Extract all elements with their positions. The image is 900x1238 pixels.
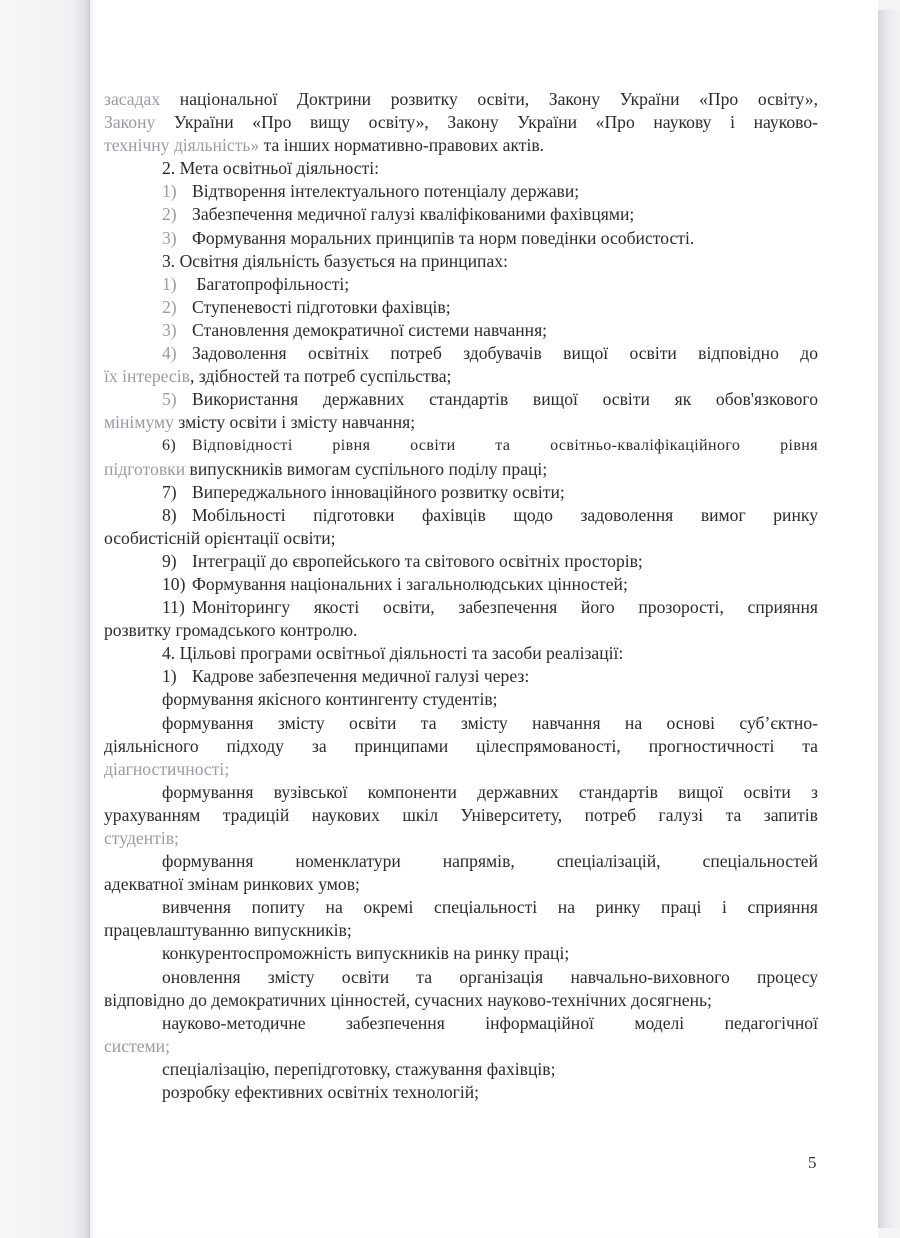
intro-line bbox=[104, 88, 818, 111]
text: та інших нормативно-правових актів. bbox=[259, 135, 545, 156]
list-item bbox=[104, 388, 818, 411]
item-number: 3) bbox=[162, 319, 177, 340]
bullet-point: науково-методичне забезпечення інформаційної моделі педагогічної bbox=[162, 1012, 818, 1033]
faded-text: технічну діяльність» bbox=[104, 135, 260, 156]
text: розвитку громадського контролю. bbox=[104, 620, 358, 641]
faded-text: мінімуму bbox=[104, 412, 174, 433]
text: випускників вимогам суспільного поділу праці; bbox=[185, 458, 548, 479]
item-number: 11) bbox=[162, 597, 185, 618]
list-item bbox=[104, 296, 818, 319]
list-item bbox=[104, 481, 818, 504]
section-4-heading: 4. Цільові програми освітньої діяльності та засоби реалізації: bbox=[162, 643, 624, 664]
bullet-point-continuation: студентів; bbox=[104, 828, 179, 848]
text: України «Про вищу освіту», Закону України «Про наукову і науково- bbox=[155, 112, 818, 133]
item-text: Моніторингу якості освіти, забезпечення його прозорості, сприяння bbox=[192, 597, 818, 618]
item-text: Формування моральних принципів та норм поведінки особистості. bbox=[192, 227, 695, 248]
list-item bbox=[104, 273, 818, 296]
item-text: Мобільності підготовки фахівців щодо задоволення вимог ринку bbox=[192, 504, 818, 525]
item-number: 10) bbox=[162, 573, 186, 594]
item-text: Забезпечення медичної галузі кваліфікованими фахівцями; bbox=[192, 204, 635, 225]
item-text: Задоволення освітніх потреб здобувачів вищої освіти відповідно до bbox=[192, 343, 818, 364]
section-2-heading: 2. Мета освітньої діяльності: bbox=[162, 158, 380, 179]
intro-line bbox=[104, 111, 818, 134]
item-number: 2) bbox=[162, 296, 177, 317]
list-item bbox=[104, 227, 818, 250]
list-item bbox=[104, 180, 818, 203]
text: особистісній орієнтації освіти; bbox=[104, 527, 336, 548]
item-number: 5) bbox=[162, 389, 177, 410]
bullet-point-continuation: урахуванням традицій наукових шкіл Університету, потреб галузі та запитів bbox=[104, 804, 818, 825]
item-number: 2) bbox=[162, 204, 177, 225]
text: національної Доктрини розвитку освіти, Закону України «Про освіту», bbox=[160, 89, 818, 109]
bullet-point: конкурентоспроможність випускників на ринку праці; bbox=[162, 943, 570, 964]
item-number: 1) bbox=[162, 666, 177, 687]
bullet-point: спеціалізацію, перепідготовку, стажування фахівців; bbox=[162, 1058, 556, 1079]
list-item bbox=[104, 434, 818, 457]
bullet-point: формування якісного контингенту студентів; bbox=[162, 689, 498, 710]
item-number: 7) bbox=[162, 481, 177, 502]
bullet-point-continuation: діагностичності; bbox=[104, 758, 230, 779]
scan-right-edge bbox=[878, 10, 900, 1228]
bullet-point-continuation: діяльнісного підходу за принципами цілеспрямованості, прогностичності та bbox=[104, 735, 818, 756]
list-item-continuation bbox=[104, 619, 818, 642]
item-number: 1) bbox=[162, 181, 177, 202]
bullet-point: розробку ефективних освітніх технологій; bbox=[162, 1082, 480, 1103]
bullet-point-continuation: адекватної змінам ринкових умов; bbox=[104, 874, 360, 895]
list-item-continuation bbox=[104, 411, 818, 434]
item-text: Ступеневості підготовки фахівців; bbox=[192, 296, 451, 317]
list-item bbox=[104, 573, 818, 596]
intro-line bbox=[104, 134, 818, 157]
section-3-heading: 3. Освітня діяльність базується на принципах: bbox=[162, 250, 508, 271]
document-body bbox=[104, 88, 818, 1104]
faded-text: Закону bbox=[104, 112, 156, 133]
list-item bbox=[104, 550, 818, 573]
list-item bbox=[104, 504, 818, 527]
scan-left-margin bbox=[0, 0, 90, 1238]
item-number: 3) bbox=[162, 227, 177, 248]
item-text: Інтеграції до європейського та світового освітніх просторів; bbox=[192, 550, 643, 571]
item-text: Формування національних і загальнолюдських цінностей; bbox=[192, 573, 628, 594]
item-text: Відтворення інтелектуального потенціалу держави; bbox=[192, 181, 580, 202]
bullet-point-continuation: системи; bbox=[104, 1035, 170, 1056]
item-text: Використання державних стандартів вищої освіти як обов'язкового bbox=[192, 389, 818, 410]
text: , здібностей та потреб суспільства; bbox=[189, 366, 452, 387]
item-number: 9) bbox=[162, 550, 177, 571]
faded-text: засадах bbox=[104, 89, 161, 109]
list-item-continuation bbox=[104, 458, 818, 481]
list-item bbox=[104, 203, 818, 226]
page-number: 5 bbox=[808, 1153, 817, 1172]
bullet-point: вивчення попиту на окремі спеціальності на ринку праці і сприяння bbox=[162, 897, 818, 918]
item-number: 1) bbox=[162, 273, 177, 294]
bullet-point: формування номенклатури напрямів, спеціалізацій, спеціальностей bbox=[162, 851, 818, 872]
item-number: 6) bbox=[162, 437, 177, 455]
item-text: Випереджального інноваційного розвитку освіти; bbox=[192, 481, 565, 502]
bullet-point-continuation: працевлаштуванню випускників; bbox=[104, 920, 352, 941]
item-text: Кадрове забезпечення медичної галузі через: bbox=[192, 666, 530, 687]
bullet-point: оновлення змісту освіти та організація навчально-виховного процесу bbox=[162, 966, 818, 987]
faded-text: їх інтересів bbox=[104, 366, 190, 387]
item-number: 8) bbox=[162, 504, 177, 525]
item-text: Становлення демократичної системи навчання; bbox=[192, 319, 548, 340]
bullet-point: формування змісту освіти та змісту навчання на основі суб’єктно- bbox=[162, 712, 818, 733]
bullet-point-continuation: відповідно до демократичних цінностей, сучасних науково-технічних досягнень; bbox=[104, 989, 712, 1010]
item-number: 4) bbox=[162, 343, 177, 364]
list-item bbox=[104, 596, 818, 619]
item-text: Багатопрофільності; bbox=[192, 273, 350, 294]
list-item-continuation bbox=[104, 527, 818, 550]
list-item-continuation bbox=[104, 365, 818, 388]
item-text: Відповідності рівня освіти та освітньо-кваліфікаційного рівня bbox=[192, 437, 818, 455]
bullet-point: формування вузівської компоненти державних стандартів вищої освіти з bbox=[162, 781, 818, 802]
text: змісту освіти і змісту навчання; bbox=[173, 412, 416, 433]
list-item bbox=[104, 342, 818, 365]
document-page bbox=[90, 0, 878, 1238]
sub-item bbox=[104, 665, 818, 688]
list-item bbox=[104, 319, 818, 342]
faded-text: підготовки bbox=[104, 458, 186, 479]
